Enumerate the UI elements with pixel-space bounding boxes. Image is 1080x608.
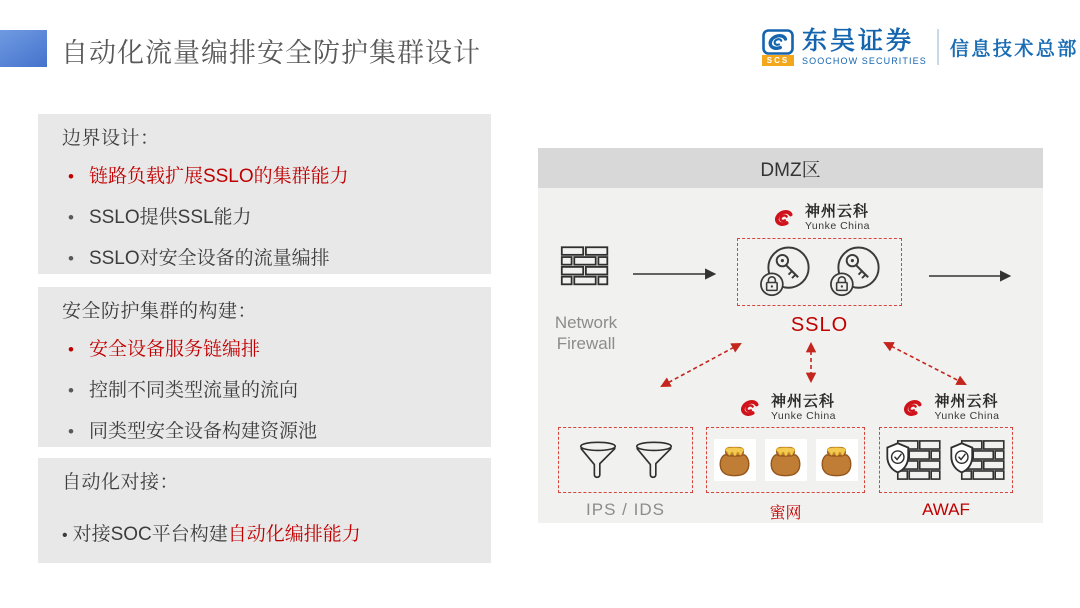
bullet-text: 控制不同类型流量的流向 xyxy=(88,380,298,401)
bullet-item xyxy=(68,166,491,188)
shield-wall-icon xyxy=(950,439,1006,481)
bullet-item xyxy=(68,339,491,361)
vendor-name-en: Yunke China xyxy=(804,220,871,232)
bullet-dot xyxy=(68,248,89,270)
vendor-name-en: Yunke China xyxy=(934,410,1000,422)
honeypot-icon xyxy=(714,439,756,481)
soochow-swirl-icon xyxy=(762,29,794,55)
awaf-label: AWAF xyxy=(922,500,970,519)
soochow-logo-icon xyxy=(762,29,794,66)
panel-heading: 安全防护集群的构建： xyxy=(62,301,258,322)
vendor-name-cn: 神州云科 xyxy=(770,393,835,410)
honeypot-icon xyxy=(816,439,858,481)
sslo-cluster-box xyxy=(737,238,902,306)
awaf-box xyxy=(879,427,1013,493)
yunke-swirl-icon xyxy=(898,396,928,420)
firewall-label: Network Firewall xyxy=(554,313,618,353)
brand-department: 信息技术总部 xyxy=(949,38,1079,60)
bullet-item xyxy=(68,207,491,229)
firewall-icon xyxy=(560,243,610,289)
bullet-item xyxy=(68,421,491,443)
panel-boundary-design xyxy=(38,114,491,274)
honeynet-box xyxy=(706,427,865,493)
bullet-dot xyxy=(68,207,89,229)
vendor-logo xyxy=(735,393,836,422)
yunke-swirl-icon xyxy=(735,396,765,420)
bullet-dot xyxy=(68,339,89,361)
bullet-text: SSLO对安全设备的流量编排 xyxy=(88,248,330,269)
steering-arrow-ips xyxy=(662,344,740,386)
bullet-dot xyxy=(68,380,89,402)
honeynet-label: 蜜网 xyxy=(769,505,802,522)
brand-names xyxy=(802,28,927,66)
panel-heading: 自动化对接： xyxy=(62,472,180,493)
honeypot-icon xyxy=(765,439,807,481)
vendor-name-cn: 神州云科 xyxy=(934,393,999,410)
panel-heading: 边界设计： xyxy=(62,128,160,149)
vendor-logo-honeynet xyxy=(706,393,865,422)
panel-automation xyxy=(38,458,491,563)
bullet-text: SSLO提供SSL能力 xyxy=(88,207,252,228)
bullet-dot xyxy=(62,524,73,547)
bullet-text: 安全设备服务链编排 xyxy=(88,339,260,360)
bullet-item xyxy=(62,524,491,547)
shield-wall-icon xyxy=(886,439,942,481)
brand-name-cn: 东吴证券 xyxy=(802,27,915,55)
bullet-item xyxy=(68,248,491,270)
bullet-text: 链路负载扩展SSLO的集群能力 xyxy=(88,166,349,187)
vendor-logo-awaf xyxy=(879,393,1019,422)
vendor-logo xyxy=(898,393,999,422)
steering-arrow-awaf xyxy=(885,343,965,384)
vendor-logo xyxy=(769,203,870,232)
ssl-key-lock-icon xyxy=(827,244,883,300)
funnel-icon xyxy=(632,440,676,480)
sslo-label: SSLO xyxy=(790,314,849,336)
vendor-name-cn: 神州云科 xyxy=(804,203,869,220)
brand-divider xyxy=(937,29,939,65)
vendor-name-en: Yunke China xyxy=(770,410,837,422)
vendor-logo-sslo xyxy=(737,203,902,232)
dmz-diagram xyxy=(538,148,1043,523)
page-title: 自动化流量编排安全防护集群设计 xyxy=(61,38,481,68)
yunke-swirl-icon xyxy=(769,206,799,230)
funnel-icon xyxy=(576,440,620,480)
panel-cluster-build xyxy=(38,287,491,447)
ssl-key-lock-icon xyxy=(757,244,813,300)
bullet-text: 对接SOC平台构建 xyxy=(72,524,228,545)
bullet-item xyxy=(68,380,491,402)
dmz-zone-header: DMZ区 xyxy=(538,148,1043,188)
title-accent-bar xyxy=(0,30,47,67)
bullet-dot xyxy=(68,166,89,188)
bullet-text-highlight: 自动化编排能力 xyxy=(227,524,361,545)
bullet-text: 同类型安全设备构建资源池 xyxy=(88,421,317,442)
brand-name-en: SOOCHOW SECURITIES xyxy=(802,56,927,66)
bullet-dot xyxy=(68,421,89,443)
brand-logo xyxy=(762,22,1079,72)
brand-icon-label: SCS xyxy=(762,55,794,66)
ips-ids-box xyxy=(558,427,693,493)
ips-ids-label: IPS / IDS xyxy=(586,500,665,519)
